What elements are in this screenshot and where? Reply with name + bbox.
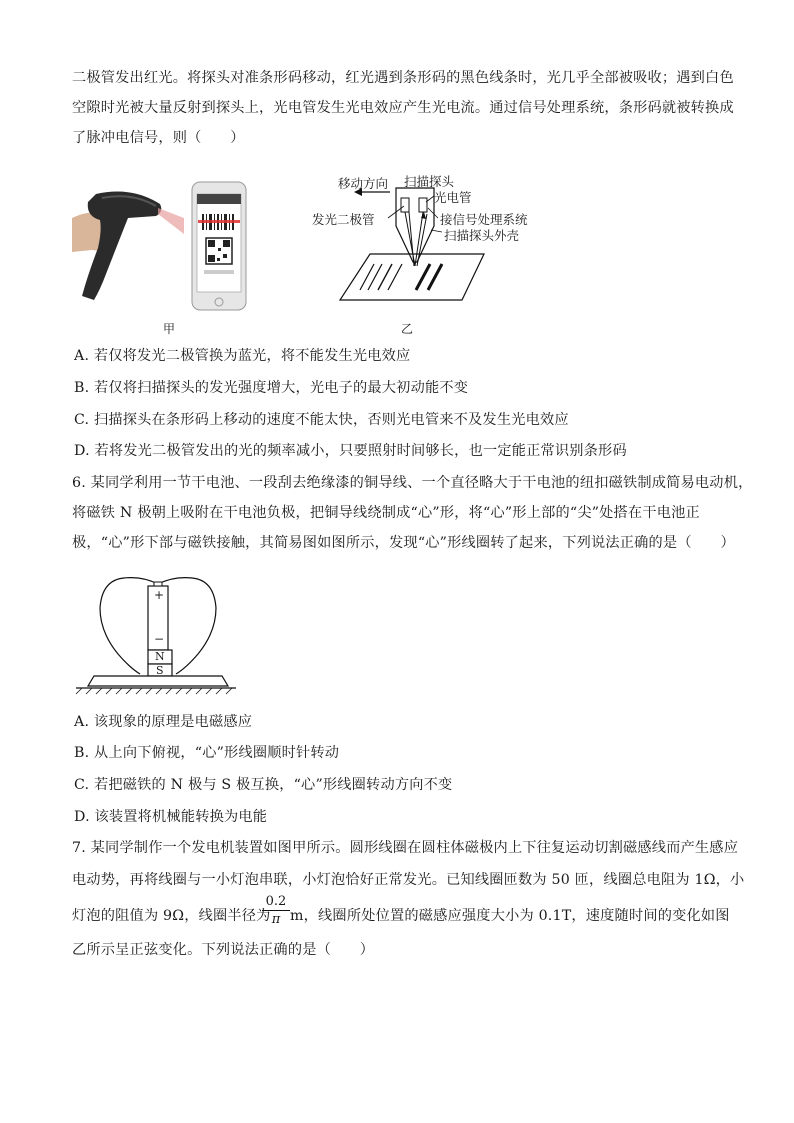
q7-line-3-pre: 灯泡的阻值为 9Ω，线圈半径为 [72, 908, 271, 924]
fraction-bar [262, 910, 290, 911]
label-probe-shell: 扫描探头外壳 [444, 228, 520, 243]
q7-line-1: 7. 某同学制作一个发电机装置如图甲所示。圆形线圈在圆柱体磁极内上下往复运动切割磁感线而产生感应 [72, 840, 739, 856]
figure-yi-scan-head-diagram [300, 168, 550, 308]
fraction-denominator: π [271, 912, 281, 927]
battery-minus-label: − [154, 632, 165, 646]
label-signal-system: 接信号处理系统 [440, 212, 528, 227]
q7-line-4: 乙所示呈正弦变化。下列说法正确的是（ ） [72, 942, 375, 958]
label-move-direction: 移动方向 [338, 176, 389, 191]
fraction-numerator: 0.2 [265, 894, 287, 909]
figure-jia-scanner-phone [72, 178, 252, 318]
battery-plus-label: + [154, 588, 165, 602]
q5-stem-line-2: 空隙时光被大量反射到探头上，光电管发生光电效应产生光电流。通过信号处理系统，条形码就被转换成 [72, 100, 734, 116]
q6-option-a: A. 该现象的原理是电磁感应 [74, 714, 253, 730]
q6-stem-line-2: 将磁铁 N 极朝上吸附在干电池负极，把铜导线绕制成“心”形，将“心”形上部的“尖”处搭在干电池正 [72, 505, 700, 521]
magnet-n-label: N [155, 650, 165, 663]
q6-option-c: C. 若把磁铁的 N 极与 S 极互换，“心”形线圈转动方向不变 [74, 777, 453, 793]
q7-line-2: 电动势，再将线圈与一小灯泡串联，小灯泡恰好正常发光。已知线圈匝数为 50 匝，线圈总电阻为 1Ω，小 [72, 872, 745, 888]
q5-option-d: D. 若将发光二极管发出的光的频率减小，只要照射时间够长，也一定能正常识别条形码 [74, 443, 627, 459]
label-led: 发光二极管 [312, 212, 375, 227]
figure-jia-caption: 甲 [163, 322, 176, 336]
q5-stem-line-1: 二极管发出红光。将探头对准条形码移动，红光遇到条形码的黑色线条时，光几乎全部被吸收；遇到白色 [72, 70, 734, 86]
label-scan-head: 扫描探头 [404, 174, 455, 189]
q6-option-b: B. 从上向下俯视，“心”形线圈顺时针转动 [74, 745, 340, 761]
q7-line-3-post: m，线圈所处位置的磁感应强度大小为 0.1T，速度随时间的变化如图 [290, 908, 730, 924]
q5-option-a: A. 若仅将发光二极管换为蓝光，将不能发生光电效应 [74, 348, 411, 364]
figure-yi-caption: 乙 [401, 322, 414, 336]
q6-option-d: D. 该装置将机械能转换为电能 [74, 809, 268, 825]
q7-radius-fraction [262, 894, 290, 927]
q5-option-b: B. 若仅将扫描探头的发光强度增大，光电子的最大初动能不变 [74, 380, 469, 396]
q6-stem-line-3: 极，“心”形下部与磁铁接触，其简易图如图所示，发现“心”形线圈转了起来，下列说法正确的是（ ） [72, 535, 735, 551]
figure-heart-motor [72, 574, 242, 700]
magnet-s-label: S [156, 664, 164, 677]
q5-stem-line-3: 了脉冲电信号，则（ ） [72, 130, 245, 146]
label-photo-tube: 光电管 [434, 190, 472, 205]
q5-option-c: C. 扫描探头在条形码上移动的速度不能太快，否则光电管来不及发生光电效应 [74, 412, 569, 428]
q6-stem-line-1: 6. 某同学利用一节干电池、一段刮去绝缘漆的铜导线、一个直径略大于干电池的纽扣磁铁制成简易电动机， [72, 475, 753, 491]
